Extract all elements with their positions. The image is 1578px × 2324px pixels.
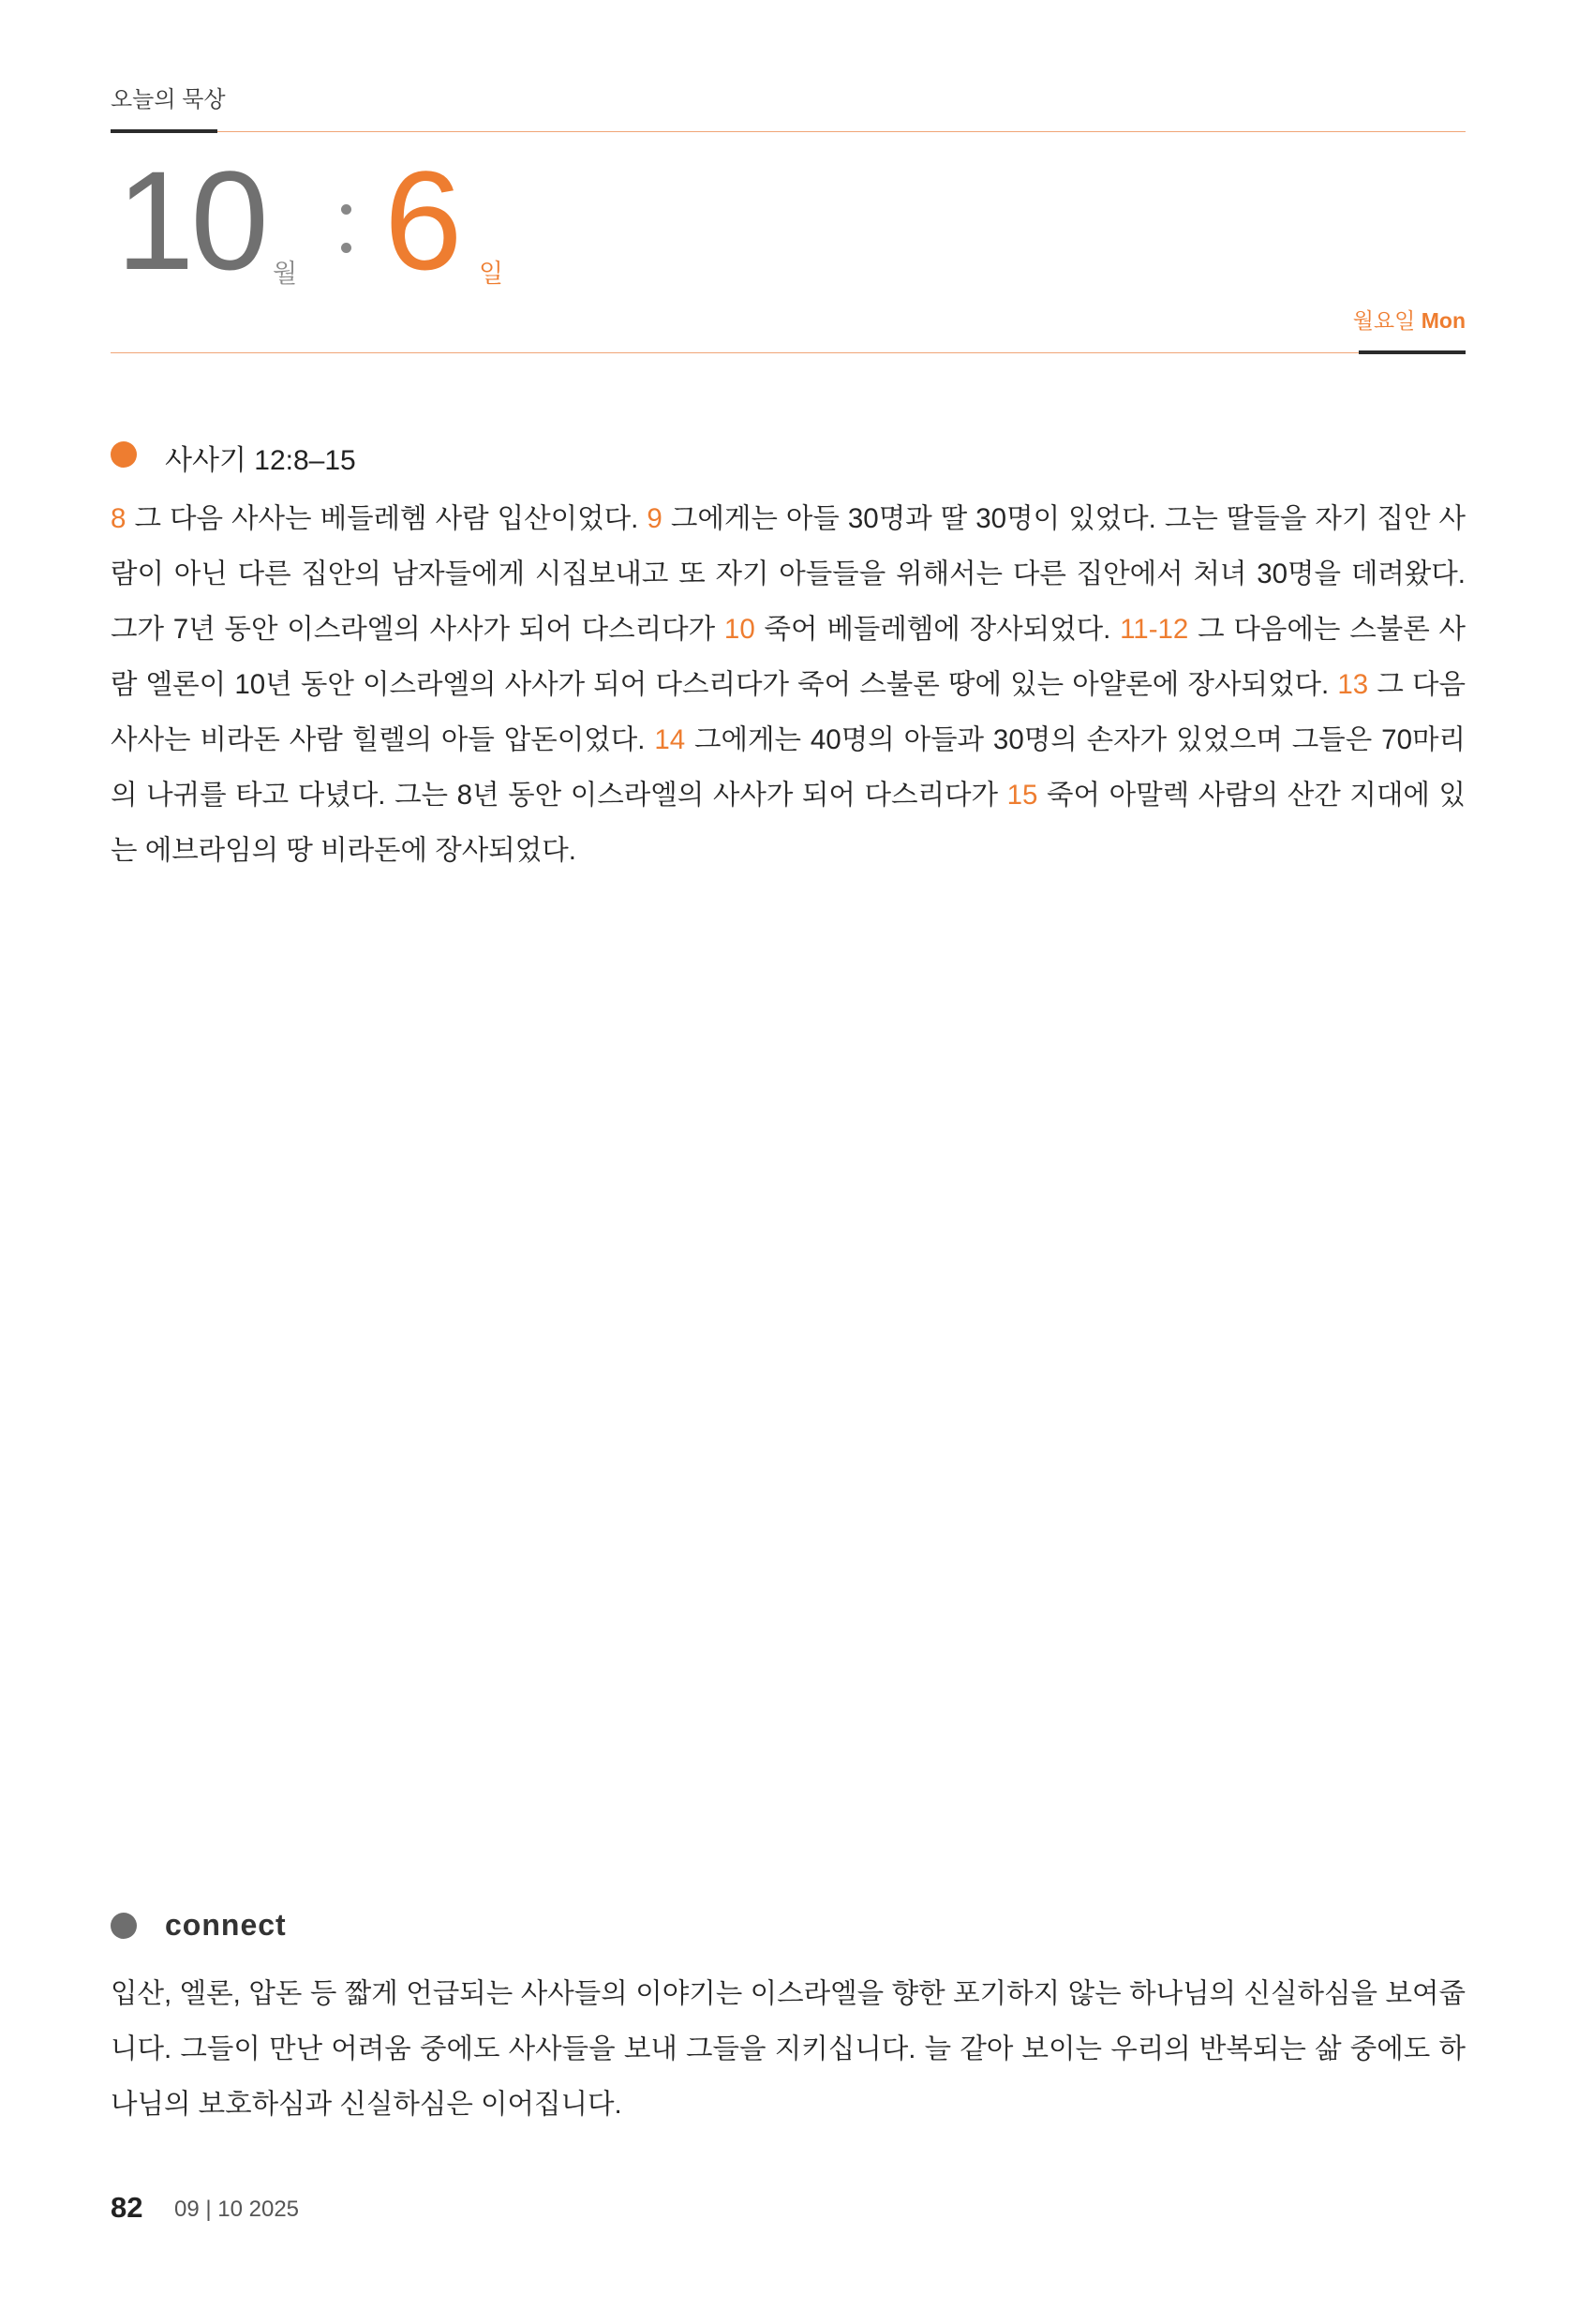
verse-text: 죽어 베들레헴에 장사되었다. [754, 614, 1121, 645]
verse-number: 13 [1337, 669, 1369, 700]
verse-number: 10 [723, 614, 755, 645]
top-divider-accent [111, 129, 217, 133]
month-number: 10 [116, 142, 265, 299]
section-label: 오늘의 묵상 [111, 87, 226, 112]
weekday [1353, 304, 1466, 335]
verse-number: 8 [111, 503, 127, 534]
connect-title: connect [165, 1908, 287, 1942]
verse-text: 죽어 아말렉 사람의 산간 지대에 있는 에브라임의 땅 비라돈에 장사되었다. [111, 780, 1466, 866]
verse-number: 9 [647, 503, 662, 534]
verse-number: 15 [1006, 780, 1038, 811]
header-divider [111, 352, 1466, 353]
verse-text: 그 다음 사사는 비라돈 사람 힐렐의 아들 압돈이었다. [111, 669, 1466, 755]
connect-body: 입산, 엘론, 압돈 등 짧게 언급되는 사사들의 이야기는 이스라엘을 향한 포기하지 않는 하나님의 신실하심을 보여줍니다. 그들이 만난 어려움 중에도 사사들을 보내 그들을 지키십니다. 늘 같아 보이는 우리의 반복되는 삶 중에도 하나님의 보호하심과 신실하심은 이어집니다. [111, 1978, 1466, 2120]
weekday-en: Mon [1421, 308, 1466, 333]
page-number: 82 [111, 2191, 143, 2224]
day-unit: 일 [479, 260, 504, 288]
day-number: 6 [384, 142, 463, 299]
header-divider-accent [1359, 350, 1466, 354]
verse-number: 11-12 [1120, 614, 1189, 645]
top-divider [111, 131, 1466, 132]
scripture-passage [111, 491, 1466, 878]
verse-number: 14 [654, 724, 686, 755]
verse-text: 그에게는 40명의 아들과 30명의 손자가 있었으며 그들은 70마리의 나귀를 타고 다녔다. 그는 8년 동안 이스라엘의 사사가 되어 다스리다가 [111, 724, 1466, 811]
month-unit: 월 [273, 260, 298, 288]
scripture-reference: 사사기 12:8–15 [165, 445, 356, 476]
verse-text: 그 다음 사사는 베들레헴 사람 입산이었다. [126, 503, 648, 534]
verse-text: 그 다음에는 스불론 사람 엘론이 10년 동안 이스라엘의 사사가 되어 다스리다가 죽어 스불론 땅에 있는 아얄론에 장사되었다. [111, 614, 1466, 700]
connect-bullet-icon [111, 1913, 137, 1939]
colon-dot-bottom [341, 243, 351, 253]
scripture-bullet-icon [111, 441, 137, 468]
issue-date: 09 | 10 2025 [174, 2197, 300, 2222]
colon-dot-top [341, 204, 351, 215]
weekday-ko: 월요일 [1352, 308, 1416, 333]
verse-text: 그에게는 아들 30명과 딸 30명이 있었다. 그는 딸들을 자기 집안 사람이 아닌 다른 집안의 남자들에게 시집보내고 또 자기 아들들을 위해서는 다른 집안에서 처녀 30명을 데려왔다. 그가 7년 동안 이스라엘의 사사가 되어 다스리다가 [111, 503, 1466, 645]
